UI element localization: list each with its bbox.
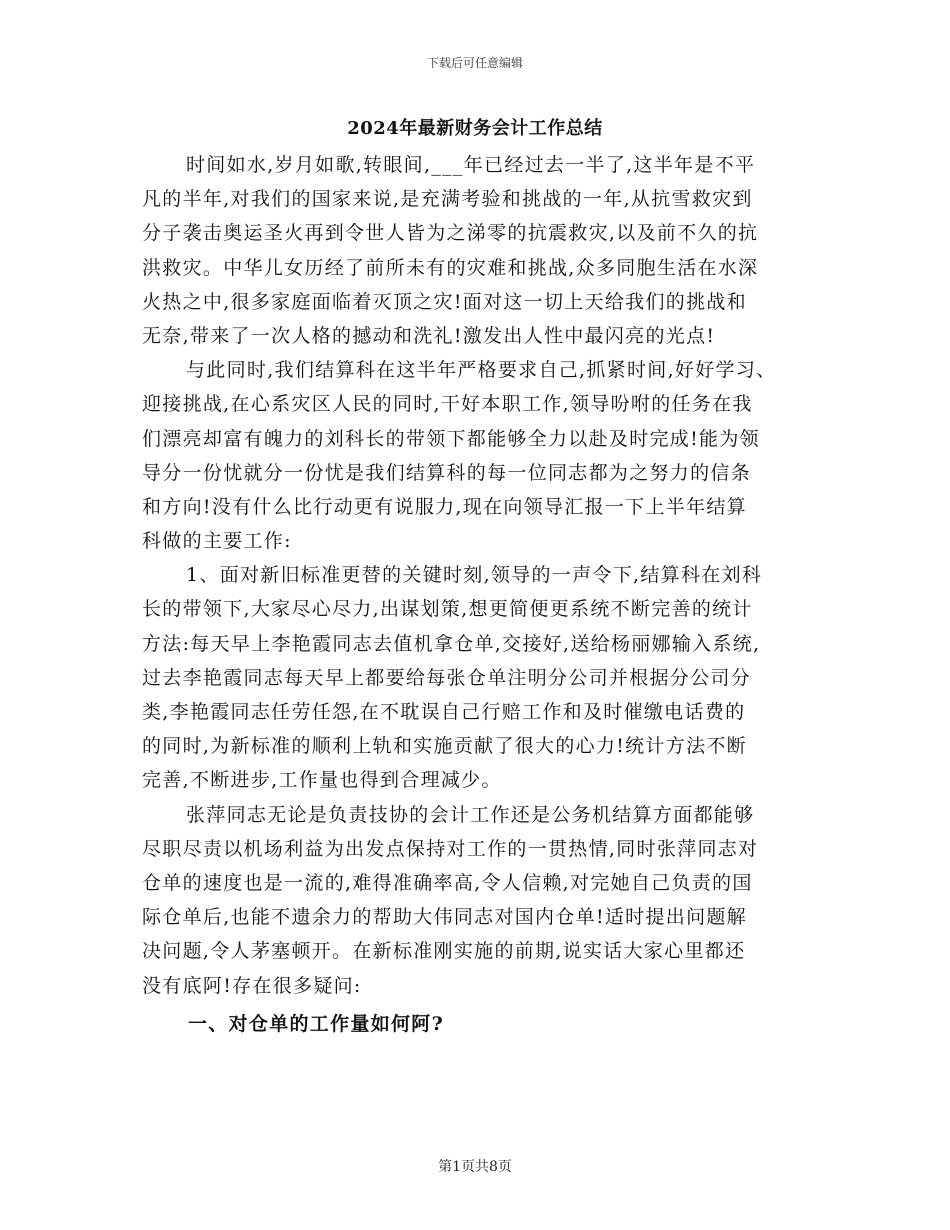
- paragraph-line: 迎接挑战,在心系灾区人民的同时,干好本职工作,领导吩咐的任务在我: [142, 393, 753, 416]
- paragraph-line: 与此同时,我们结算科在这半年严格要求自己,抓紧时间,好好学习、: [186, 359, 777, 382]
- paragraph-line: 分子袭击奥运圣火再到令世人皆为之涕零的抗震救灾,以及前不久的抗: [142, 222, 759, 245]
- page-footer: 第1页共8页: [438, 1159, 512, 1175]
- paragraph-line: 类,李艳霞同志任劳任怨,在不耽误自己行赔工作和及时催缴电话费的: [142, 701, 746, 723]
- paragraph-line: 凡的半年,对我们的国家来说,是充满考验和挑战的一年,从抗雪救灾到: [142, 188, 753, 211]
- paragraph-line: 决问题,令人茅塞顿开。在新标准刚实施的前期,说实话大家心里都还: [142, 940, 746, 963]
- paragraph-line: 时间如水,岁月如歌,转眼间,___年已经过去一半了,这半年是不平: [186, 154, 756, 176]
- paragraph-line: 和方向!没有什么比行动更有说服力,现在向领导汇报一下上半年结算: [142, 495, 747, 518]
- document-title: 2024年最新财务会计工作总结: [347, 118, 603, 139]
- paragraph-line: 没有底阿!存在很多疑问:: [142, 974, 362, 997]
- paragraph-line: 1、面对新旧标准更替的关键时刻,领导的一声令下,结算科在刘科: [186, 564, 763, 587]
- paragraph-line: 过去李艳霞同志每天早上都要给每张仓单注明分公司并根据分公司分: [142, 666, 752, 689]
- paragraph-line: 们漂亮却富有魄力的刘科长的带领下都能够全力以赴及时完成!能为领: [142, 427, 760, 450]
- paragraph-line: 火热之中,很多家庭面临着灭顶之灾!面对这一切上天给我们的挑战和: [142, 290, 747, 313]
- paragraph-line: 张萍同志无论是负责技协的会计工作还是公务机结算方面都能够: [186, 803, 755, 826]
- paragraph-line: 方法:每天早上李艳霞同志去值机拿仓单,交接好,送给杨丽娜输入系统,: [142, 632, 761, 655]
- paragraph-line: 洪救灾。中华儿女历经了前所未有的灾难和挑战,众多同胞生活在水深: [142, 256, 759, 279]
- section-heading: 一、对仓单的工作量如何阿?: [188, 1012, 445, 1035]
- paragraph-line: 的同时,为新标准的顺利上轨和实施贡献了很大的心力!统计方法不断: [142, 735, 747, 758]
- document-body: [142, 148, 812, 1041]
- paragraph-line: 科做的主要工作:: [142, 530, 292, 553]
- paragraph-line: 无奈,带来了一次人格的撼动和洗礼!激发出人性中最闪亮的光点!: [142, 324, 716, 347]
- paragraph-line: 长的带领下,大家尽心尽力,出谋划策,想更简便更系统不断完善的统计: [142, 598, 753, 621]
- paragraph-line: 导分一份忧就分一份忧是我们结算科的每一位同志都为之努力的信条: [142, 461, 752, 484]
- paragraph-line: 尽职尽责以机场利益为出发点保持对工作的一贯热情,同时张萍同志对: [142, 837, 759, 860]
- paragraph-line: 际仓单后,也能不遗余力的帮助大伟同志对国内仓单!适时提出问题解: [142, 906, 747, 929]
- paragraph-line: 仓单的速度也是一流的,难得准确率高,令人信赖,对完她自己负责的国: [142, 871, 753, 894]
- paragraph-line: 完善,不断进步,工作量也得到合理减少。: [142, 769, 502, 792]
- page-header: 下载后可任意编辑: [426, 56, 523, 70]
